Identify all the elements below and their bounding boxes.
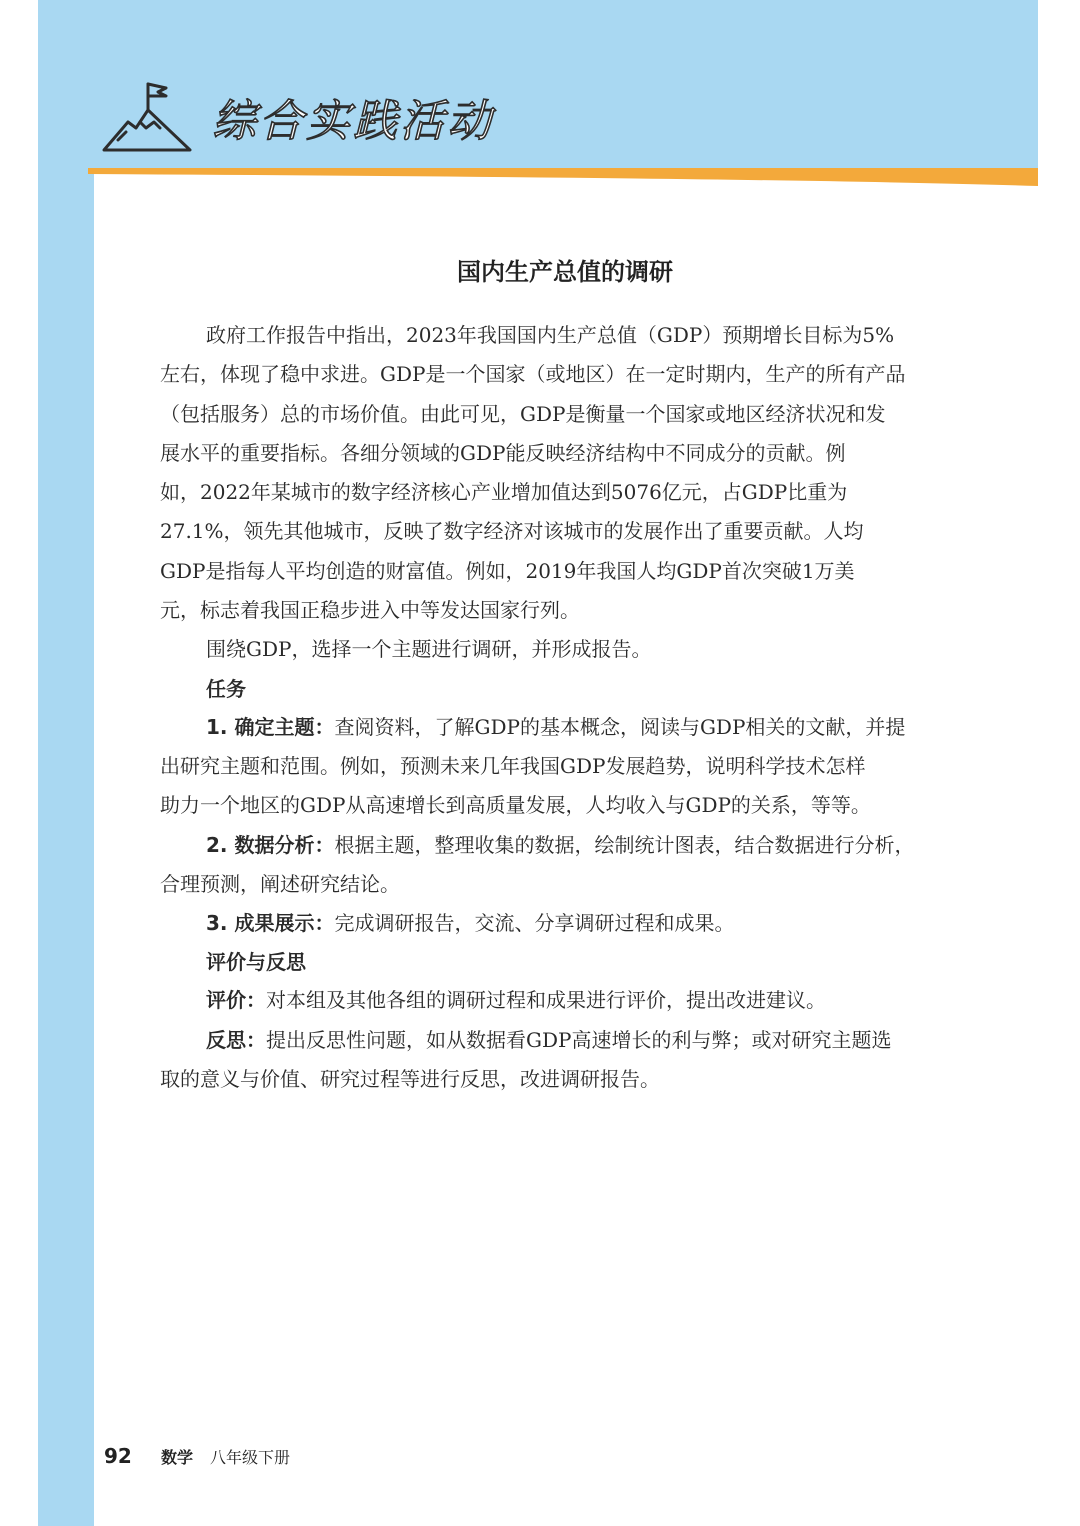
text-line: 围绕GDP，选择一个主题进行调研，并形成报告。: [206, 637, 652, 662]
text-line: 助力一个地区的GDP从高速增长到高质量发展，人均收入与GDP的关系，等等。: [160, 793, 871, 818]
text-line: 元，标志着我国正稳步进入中等发达国家行列。: [160, 598, 580, 623]
text-segment: 完成调研报告，交流、分享调研过程和成果。: [334, 911, 735, 936]
text-line: [160, 826, 970, 865]
intro-paragraph: [160, 316, 970, 630]
task-2-paragraph: [160, 826, 970, 905]
book-grade: 八年级下册: [210, 1448, 291, 1467]
header-accent-strip: [88, 168, 1038, 190]
text-line: （包括服务）总的市场价值。由此可见，GDP是衡量一个国家或地区经济状况和发: [160, 401, 886, 426]
text-line: [160, 981, 970, 1020]
evaluation-paragraph: [160, 981, 970, 1020]
text-line: 政府工作报告中指出，2023年我国国内生产总值（GDP）预期增长目标为5%: [206, 323, 895, 347]
text-segment: 提出反思性问题，如从数据看GDP高速增长的利与弊；或对研究主题选: [266, 1027, 892, 1052]
task-3-label: 3. 成果展示：: [206, 911, 335, 936]
task-3-paragraph: [160, 904, 970, 943]
reflection-label: 反思：: [206, 1027, 266, 1052]
page-number: 92: [104, 1444, 132, 1468]
left-margin-band: [38, 172, 94, 1526]
text-line: 展水平的重要指标。各细分领域的GDP能反映经济结构中不同成分的贡献。例: [160, 440, 846, 465]
text-line: [160, 1021, 970, 1060]
text-segment: 对本组及其他各组的调研过程和成果进行评价，提出改进建议。: [266, 988, 826, 1013]
book-subject: 数学: [160, 1448, 193, 1467]
text-line: 出研究主题和范围。例如，预测未来几年我国GDP发展趋势，说明科学技术怎样: [160, 753, 866, 778]
task-1-paragraph: [160, 708, 970, 826]
text-line: 如，2022年某城市的数字经济核心产业增加值达到5076亿元，占GDP比重为: [160, 480, 848, 505]
text-line: 左右，体现了稳中求进。GDP是一个国家（或地区）在一定时期内，生产的所有产品: [160, 362, 906, 387]
section-title: 综合实践活动: [212, 96, 494, 147]
text-line: 27.1%，领先其他城市，反映了数字经济对该城市的发展作出了重要贡献。人均: [160, 519, 864, 544]
evaluation-label: 评价：: [206, 988, 266, 1013]
evaluation-heading: 评价与反思: [206, 950, 306, 975]
text-segment: 查阅资料，了解GDP的基本概念，阅读与GDP相关的文献，并提: [334, 714, 906, 739]
text-line: 合理预测，阐述研究结论。: [160, 871, 400, 896]
text-line: GDP是指每人平均创造的财富值。例如，2019年我国人均GDP首次突破1万美: [160, 558, 855, 583]
document-title: 国内生产总值的调研: [457, 258, 673, 286]
text-segment: 根据主题，整理收集的数据，绘制统计图表，结合数据进行分析，: [334, 832, 915, 857]
reflection-paragraph: [160, 1021, 970, 1100]
page-footer: [104, 1444, 290, 1474]
text-line: [160, 904, 970, 943]
instruction-paragraph: [160, 630, 970, 669]
text-line: 取的意义与价值、研究过程等进行反思，改进调研报告。: [160, 1067, 660, 1092]
mountain-flag-icon: [100, 76, 196, 156]
text-line: [160, 708, 970, 747]
document-body: [160, 250, 970, 1099]
task-2-label: 2. 数据分析：: [206, 832, 335, 857]
task-1-label: 1. 确定主题：: [206, 714, 335, 739]
tasks-heading: 任务: [206, 676, 246, 701]
